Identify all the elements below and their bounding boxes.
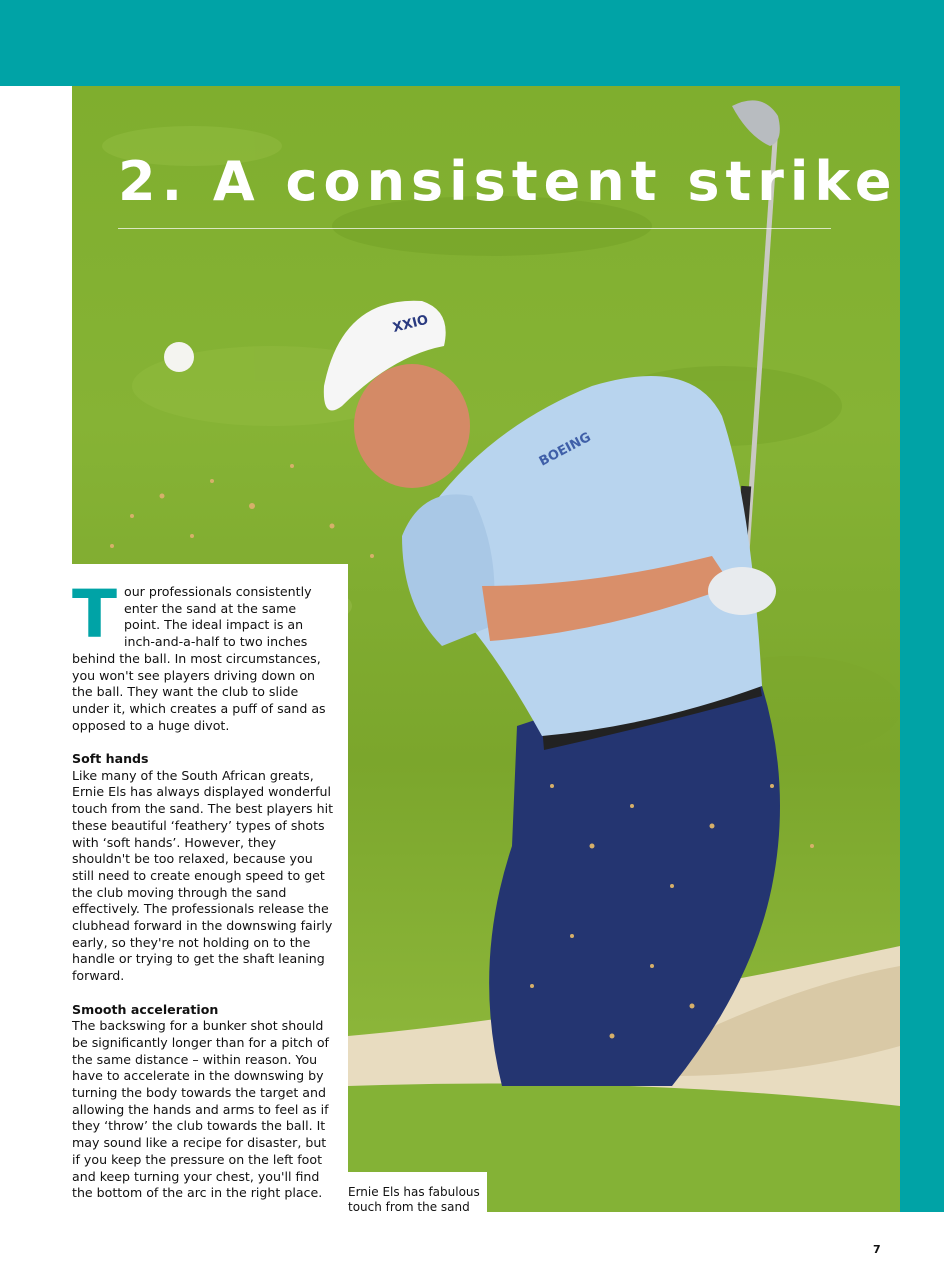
intro-text: our professionals consistently enter the sand at the same point. The ideal impact is an inch-and-a-half to two inches behind the ball. In most circumstances, you won't see players driving down on the ball. They want the club to slide under it, which creates a puff of sand as opposed to a huge divot. — [72, 584, 326, 733]
article-body — [72, 576, 334, 1219]
golfer-sleeve — [402, 494, 495, 646]
article-headline: 2. A consistent strike — [118, 150, 898, 213]
top-color-band — [0, 0, 944, 86]
soft-hands-text: Like many of the South African greats, Ernie Els has always displayed wonderful touch from the sand. The best players hit these beautiful ‘feathery’ types of shots with ‘soft hands’. However, they shouldn't be too relaxed, because you still need to create enough speed to get the club moving through the sand effectively. The professionals release the clubhead forward in the downswing fairly early, so they're not holding on to the handle or trying to get the shaft leaning forward. — [72, 767, 334, 984]
smooth-acceleration-text: The backswing for a bunker shot should be significantly longer than for a pitch of the same distance – within reason. You have to accelerate in the downswing by turning the body towards the target and allowing the hands and arms to feel as if they ‘throw’ the club towards the ball. It may sound like a recipe for disaster, but if you keep the pressure on the left foot and keep turning your chest, you'll find the bottom of the arc in the right place. — [72, 1018, 329, 1201]
shirt-logo: BOEING — [536, 429, 594, 470]
intro-paragraph — [72, 576, 334, 734]
right-color-band — [900, 86, 944, 1212]
section-smooth-acceleration — [72, 1002, 334, 1202]
subhead-smooth-acceleration: Smooth acceleration — [72, 1001, 219, 1017]
photo-caption: Ernie Els has fabulous touch from the sand — [348, 1185, 480, 1214]
cap-logo: XXIO — [391, 312, 430, 336]
club-head — [732, 100, 780, 146]
golf-ball — [164, 342, 194, 372]
headline-rule — [118, 228, 831, 229]
golfer-head — [354, 364, 470, 488]
section-soft-hands — [72, 751, 334, 985]
golfer-glove — [708, 567, 776, 615]
drop-cap: T — [72, 576, 118, 653]
page-number: 7 — [873, 1243, 881, 1256]
subhead-soft-hands: Soft hands — [72, 751, 149, 767]
